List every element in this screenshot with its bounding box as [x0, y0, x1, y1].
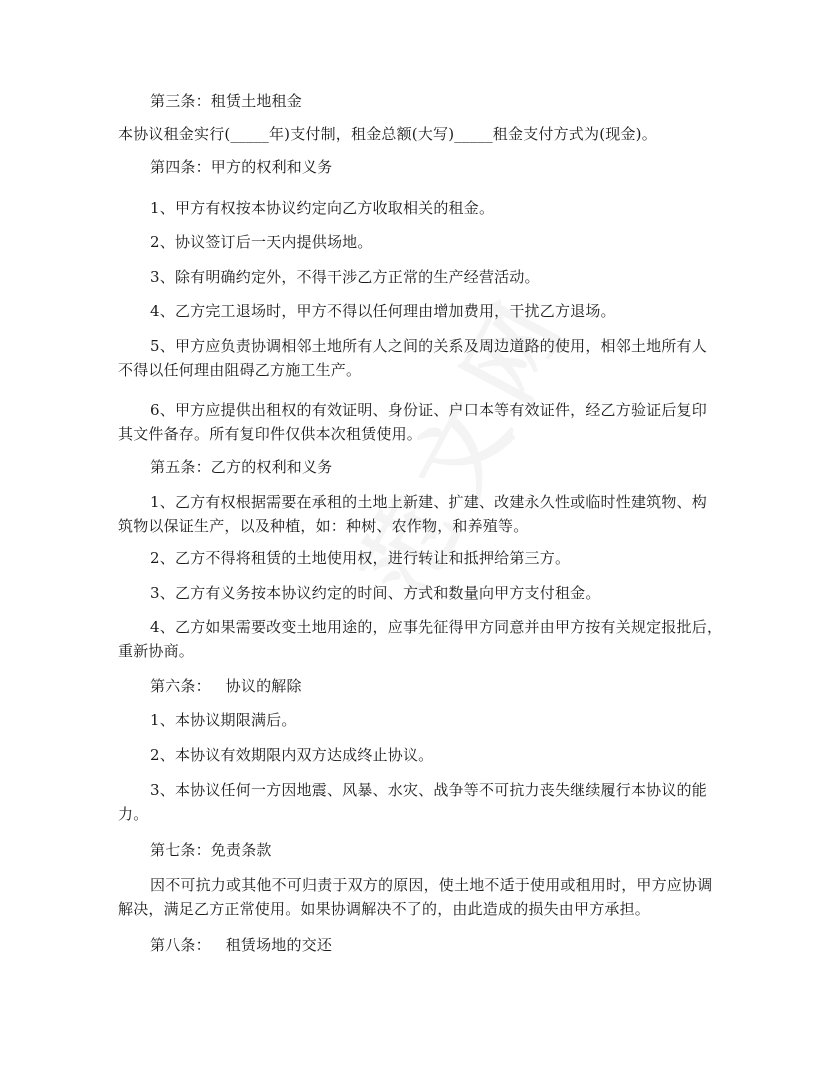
article-5-heading: 第五条：乙方的权利和义务: [150, 458, 333, 476]
article-4-heading: 第四条：甲方的权利和义务: [150, 158, 333, 176]
article-5-item-1-line-2: 筑物以保证生产，以及种植，如：种树、农作物，和养殖等。: [118, 517, 529, 535]
article-7-heading: 第七条：免责条款: [150, 841, 272, 859]
article-4-item-5-line-1: 5、甲方应负责协调相邻土地所有人之间的关系及周边道路的使用，相邻土地所有人: [150, 337, 707, 355]
article-6-item-3-line-1: 3、本协议任何一方因地震、风暴、水灾、战争等不可抗力丧失继续履行本协议的能: [150, 781, 707, 799]
article-4-item-3: 3、除有明确约定外，不得干涉乙方正常的生产经营活动。: [150, 268, 540, 286]
article-7-body-line-1: 因不可抗力或其他不可归责于双方的原因，使土地不适于使用或租用时，甲方应协调: [150, 876, 713, 894]
article-5-item-3: 3、乙方有义务按本协议约定的时间、方式和数量向甲方支付租金。: [150, 584, 601, 602]
article-6-heading: 第六条： 协议的解除: [150, 677, 302, 695]
article-5-item-1-line-1: 1、乙方有权根据需要在承租的土地上新建、扩建、改建永久性或临时性建筑物、构: [150, 493, 707, 511]
article-6-item-2: 2、本协议有效期限内双方达成终止协议。: [150, 746, 434, 764]
article-4-item-6-line-2: 其文件备存。所有复印件仅供本次租赁使用。: [118, 425, 423, 443]
article-3-body: 本协议租金实行(_____年)支付制，租金总额(大写)_____租金支付方式为(现金)。: [118, 125, 657, 143]
article-6-item-3-line-2: 力。: [118, 805, 149, 823]
article-5-item-4-line-1: 4、乙方如果需要改变土地用途的，应事先征得甲方同意并由甲方按有关规定报批后，: [150, 618, 723, 636]
article-3-heading: 第三条：租赁土地租金: [150, 92, 303, 110]
article-4-item-5-line-2: 不得以任何理由阻碍乙方施工生产。: [118, 361, 362, 379]
article-5-item-4-line-2: 重新协商。: [118, 642, 195, 660]
article-4-item-2: 2、协议签订后一天内提供场地。: [150, 233, 373, 251]
article-7-body-line-2: 解决，满足乙方正常使用。如果协调解决不了的，由此造成的损失由甲方承担。: [118, 900, 651, 918]
article-4-item-4: 4、乙方完工退场时，甲方不得以任何理由增加费用，干扰乙方退场。: [150, 302, 616, 320]
article-6-item-1: 1、本协议期限满后。: [150, 711, 297, 729]
article-4-item-1: 1、甲方有权按本协议约定向乙方收取相关的租金。: [150, 199, 495, 217]
article-5-item-2: 2、乙方不得将租赁的土地使用权，进行转让和抵押给第三方。: [150, 549, 571, 567]
article-4-item-6-line-1: 6、甲方应提供出租权的有效证明、身份证、户口本等有效证件，经乙方验证后复印: [150, 401, 707, 419]
article-8-heading: 第八条： 租赁场地的交还: [150, 936, 333, 954]
